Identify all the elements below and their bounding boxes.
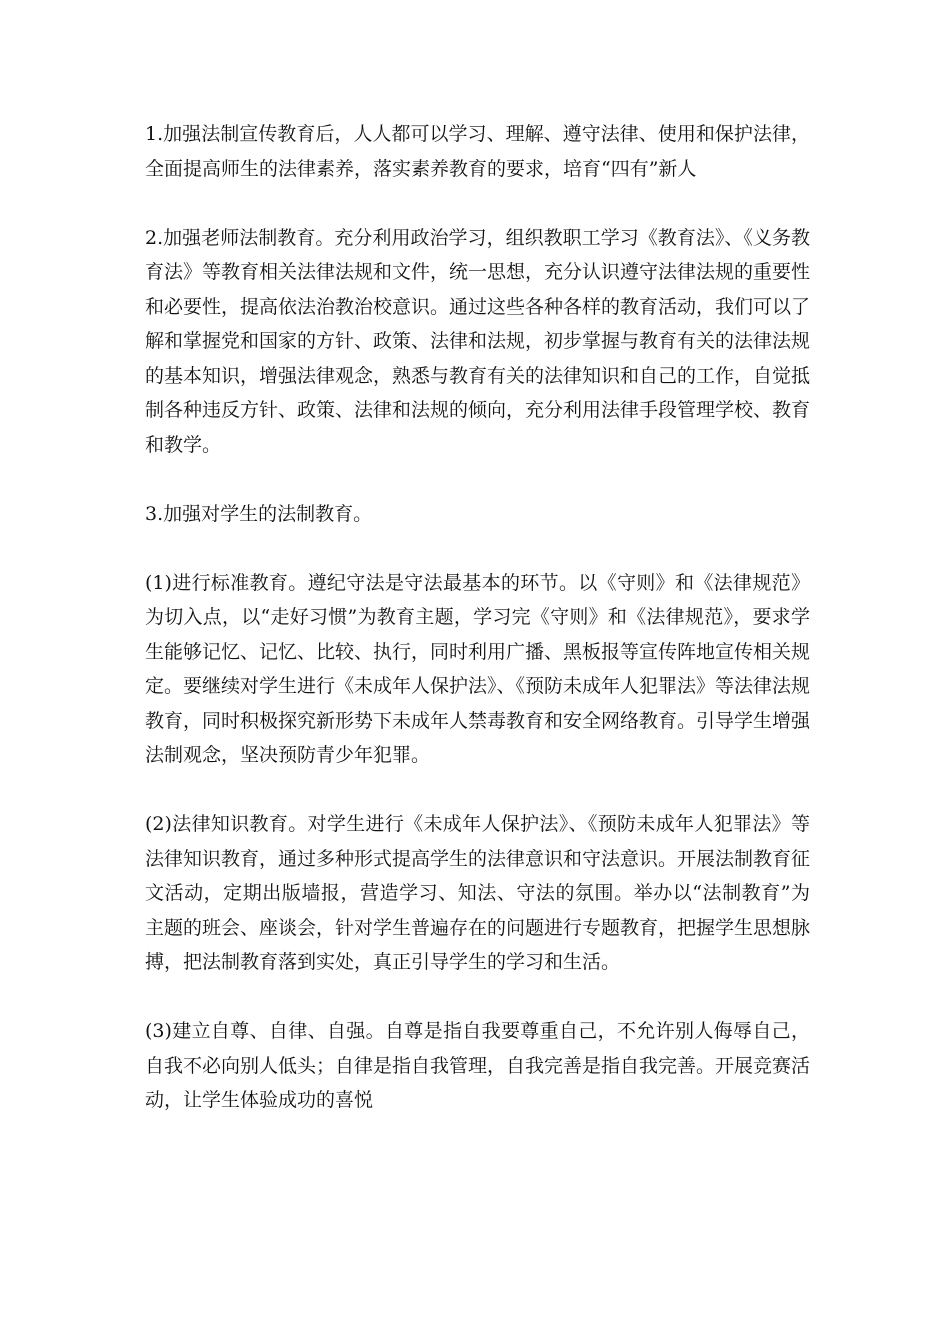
paragraph-4: (1)进行标准教育。遵纪守法是守法最基本的环节。以《守则》和《法律规范》为切入点，以“走好习惯”为教育主题，学习完《守则》和《法律规范》，要求学生能够记忆、记忆、比较、执行，同时利用广播、黑板报等宣传阵地宣传相关规定。要继续对学生进行《未成年人保护法》、《预防未成年人犯罪法》等法律法规教育，同时积极探究新形势下未成年人禁毒教育和安全网络教育。引导学生增强法制观念，坚决预防青少年犯罪。 bbox=[145, 571, 811, 766]
paragraph-2: 2.加强老师法制教育。充分利用政治学习，组织教职工学习《教育法》、《义务教育法》等教育相关法律法规和文件，统一思想，充分认识遵守法律法规的重要性和必要性，提高依法治教治校意识。通过这些各种各样的教育活动，我们可以了解和掌握党和国家的方针、政策、法律和法规，初步掌握与教育有关的法律法规的基本知识，增强法律观念，熟悉与教育有关的法律知识和自己的工作，自觉抵制各种违反方针、政策、法律和法规的倾向，充分利用法律手段管理学校、教育和教学。 bbox=[145, 226, 811, 456]
document-body bbox=[145, 117, 810, 1118]
paragraph-3: 3.加强对学生的法制教育。 bbox=[145, 502, 373, 525]
paragraph-6: (3)建立自尊、自律、自强。自尊是指自我要尊重自己，不允许别人侮辱自己，自我不必向别人低头；自律是指自我管理，自我完善是指自我完善。开展竞赛活动，让学生体验成功的喜悦 bbox=[145, 1020, 811, 1111]
paragraph-5: (2)法律知识教育。对学生进行《未成年人保护法》、《预防未成年人犯罪法》等法律知识教育，通过多种形式提高学生的法律意识和守法意识。开展法制教育征文活动，定期出版墙报，营造学习、知法、守法的氛围。举办以“法制教育”为主题的班会、座谈会，针对学生普遍存在的问题进行专题教育，把握学生思想脉搏，把法制教育落到实处，真正引导学生的学习和生活。 bbox=[145, 813, 811, 973]
paragraph-1: 1.加强法制宣传教育后，人人都可以学习、理解、遵守法律、使用和保护法律，全面提高师生的法律素养，落实素养教育的要求，培育“四有”新人 bbox=[145, 123, 810, 180]
